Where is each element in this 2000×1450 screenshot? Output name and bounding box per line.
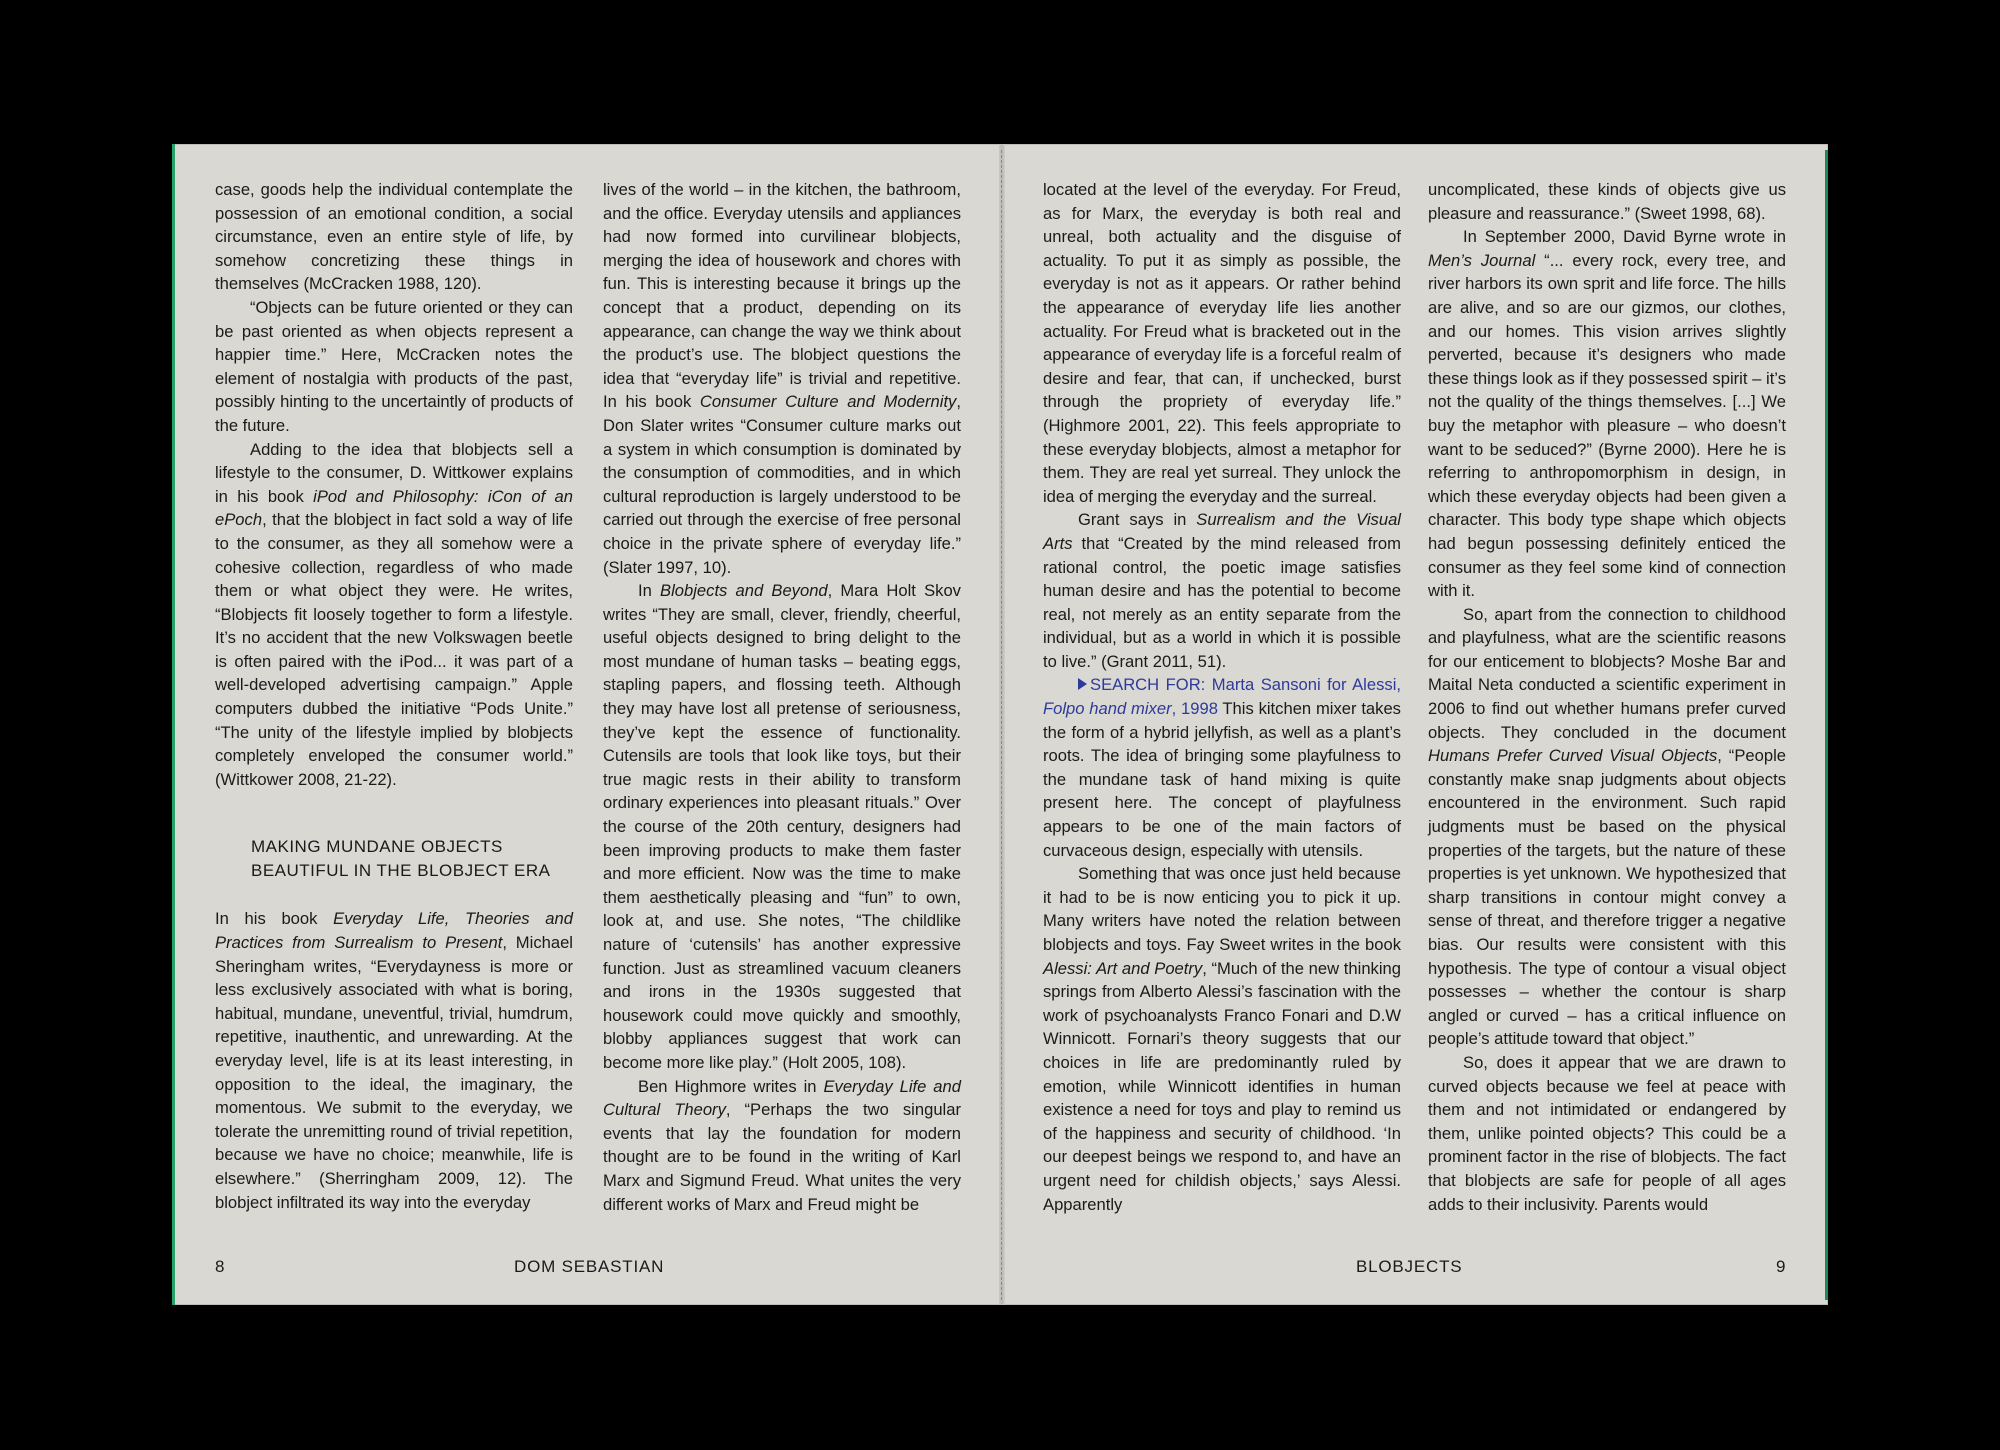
paragraph: In his book Everyday Life, Theories and Practices from Surrealism to Present, Michael Sheringham writes, “Everydayness is more or less exclusively associated with what is boring, habitual, mundane, uneventful, trivial, humdrum, repetitive, inauthentic, and unrewarding. At the everyday level, life is at its least interesting, in opposition to the ideal, the imaginary, the momentous. We submit to the everyday, we tolerate the unremitting round of trivial repetition, because we have no choice; meanwhile, life is elsewhere.” (Sherringham 2009, 12). The blobject infiltrated its way into the everyday (215, 909, 573, 1212)
book-title: Everyday Life, Theories and Practices from Surrealism to Present (215, 909, 573, 953)
paragraph: located at the level of the everyday. For Freud, as for Marx, the everyday is both real and unreal, both actuality and the disguise of actuality. To put it as simply as possible, the everyday is not as it appears. Or rather behind the appearance of everyday life lies another actuality. For Freud what is bracketed out in the appearance of everyday life is a forceful realm of desire and fear, that can, if unchecked, burst through the propriety of everyday life.” (Highmore 2001, 22). This feels appropriate to these everyday blobjects, almost a metaphor for them. They are real yet surreal. They unlock the idea of merging the everyday and the surreal. (1043, 180, 1401, 506)
book-title: Consumer Culture and Modernity (699, 392, 957, 412)
book-title: Men’s Journal (1428, 250, 1536, 270)
book-title: iPod and Philosophy: iCon of an ePoch (215, 486, 573, 530)
right-page-column-2 (1428, 178, 1786, 1216)
book-title: Humans Prefer Curved Visual Objects (1428, 746, 1718, 766)
paragraph: Grant says in Surrealism and the Visual Arts that “Created by the mind released from rational control, the poetic image satisfies human desire and has the potential to become real, not merely as an entity separate from the individual, but as a world in which it is possible to live.” (Grant 2011, 51). (1043, 510, 1401, 671)
right-page-column-1 (1043, 178, 1401, 1216)
book-title: Alessi: Art and Poetry (1043, 958, 1203, 978)
running-footer-title: BLOBJECTS (1356, 1257, 1463, 1276)
search-reference: SEARCH FOR: Marta Sansoni for Alessi, Folpo hand mixer, 1998 (1043, 675, 1401, 719)
book-title: Blobjects and Beyond (660, 581, 828, 601)
running-footer-author: DOM SEBASTIAN (514, 1257, 665, 1276)
paragraph: case, goods help the individual contemplate the possession of an emotional condition, a social circumstance, even an entire style of life, by somehow concretizing these things in themselves (McCracken 1988, 120). (215, 180, 573, 294)
play-triangle-icon (1078, 678, 1087, 690)
paragraph: Something that was once just held because it had to be is now enticing you to pick it up. Many writers have noted the relation between blobjects and toys. Fay Sweet writes in the book Alessi: Art and Poetry, “Much of the new thinking springs from Alberto Alessi’s fascination with the work of psychoanalysts Franco Fonari and D.W Winnicott. Fornari’s theory suggests that our choices in life are predominantly ruled by emotion, while Winnicott identifies in human existence a need for toys and play to remind us of the happiness and security of childhood. ‘In our deepest beings we respond to, and have an urgent need for childish objects,’ says Alessi. Apparently (1043, 864, 1401, 1214)
paragraph: Ben Highmore writes in Everyday Life and Cultural Theory, “Perhaps the two singular events that lay the foundation for modern thought are to be found in the writing of Karl Marx and Sigmund Freud. What unites the very different works of Marx and Freud might be (603, 1076, 961, 1214)
paragraph: lives of the world – in the kitchen, the bathroom, and the office. Everyday utensils and appliances had now formed into curvilinear blobjects, merging the idea of housework and chores with fun. This is interesting because it brings up the concept that a product, depending on its appearance, can change the way we think about the product’s use. The blobject questions the idea that “everyday life” is trivial and repetitive. In his book Consumer Culture and Modernity, Don Slater writes “Consumer culture marks out a system in which consumption is dominated by the consumption of commodities, and in which cultural reproduction is largely understood to be carried out through the exercise of free personal choice in the private sphere of everyday life.” (Slater 1997, 10). (603, 180, 961, 577)
page-number-left: 8 (215, 1257, 226, 1276)
paragraph: So, apart from the connection to childhood and playfulness, what are the scientific reasons for our enticement to blobjects? Moshe Bar and Maital Neta conducted a scientific experiment in 2006 to find out whether humans prefer curved objects. They concluded in the document Humans Prefer Curved Visual Objects, “People constantly make snap judgments about objects encountered in the environment. Such rapid judgments must be based on the physical properties of the targets, but the nature of these properties is yet unknown. We hypothesized that sharp transitions in contour might convey a sense of threat, and therefore trigger a negative bias. Our results were consistent with this hypothesis. The type of contour a visual object possesses – whether the contour is sharp angled or curved – has a critical influence on people’s attitude toward that object.” (1428, 604, 1786, 1049)
book-gutter (999, 144, 1005, 1305)
page-edge-right (1825, 150, 1828, 1300)
section-heading: MAKING MUNDANE OBJECTS BEAUTIFUL IN THE BLOBJECT ERA (251, 837, 551, 881)
paragraph: So, does it appear that we are drawn to curved objects because we feel at peace with them and not intimidated or endangered by them, unlike pointed objects? This could be a prominent factor in the rise of blobjects. The fact that blobjects are safe for people of all ages adds to their inclusivity. Parents would (1428, 1052, 1786, 1214)
gutter-stitch (1001, 150, 1002, 1300)
book-title: Surrealism and the Visual Arts (1043, 510, 1401, 553)
paragraph: In September 2000, David Byrne wrote in Men’s Journal “... every rock, every tree, and river harbors its own sprit and life force. The hills are alive, and so are our gizmos, our clothes, and our homes. This vision arrives slightly perverted, because it’s designers who made these things look as if they possessed spirit – it’s not the quality of the things themselves. [...] We buy the metaphor with pleasure – who doesn’t want to be seduced?” (Byrne 2000). Here he is referring to anthropomorphism in design, in which these everyday objects had been given a character. This body type shape which objects had begun possessing definitely enticed the consumer as they feel some kind of connection with it. (1428, 227, 1786, 601)
paragraph: In Blobjects and Beyond, Mara Holt Skov writes “They are small, clever, friendly, cheerful, useful objects designed to bring delight to the most mundane of human tasks – beating eggs, stapling papers, and flossing teeth. Although they may have lost all pretense of seriousness, they’ve kept the essence of functionality. Cutensils are tools that look like toys, but their true magic rests in their ability to transform ordinary experiences into pleasant rituals.” Over the course of the 20th century, designers had been improving products to make them faster and more efficient. Now was the time to make them aesthetically pleasing and “fun” to own, look at, and use. She notes, “The childlike nature of ‘cutensils’ has another expressive function. Just as streamlined vacuum cleaners and irons in the 1930s suggested that housework could move quickly and smoothly, blobby appliances suggest that work can become more like play.” (Holt 2005, 108). (603, 581, 961, 1072)
book-title: Everyday Life and Cultural Theory (603, 1076, 961, 1120)
page-number-right: 9 (1776, 1257, 1787, 1276)
left-page-column-2 (603, 178, 961, 1216)
page-edge-left (172, 144, 175, 1305)
paragraph: Adding to the idea that blobjects sell a lifestyle to the consumer, D. Wittkower explains in his book iPod and Philosophy: iCon of an ePoch, that the blobject in fact sold a way of life to the consumer, as they all somehow were a cohesive collection, regardless of who made them or what object they were. He writes, “Blobjects fit loosely together to form a lifestyle. It’s no accident that the new Volkswagen beetle is often paired with the iPod... it was part of a well-developed advertising campaign.” Apple computers dubbed the initiative “Pods Unite.” “The unity of the lifestyle implied by blobjects completely enveloped the consumer world.” (Wittkower 2008, 21-22). (215, 439, 573, 789)
paragraph: SEARCH FOR: Marta Sansoni for Alessi, Folpo hand mixer, 1998 This kitchen mixer takes the form of a hybrid jellyfish, as well as a plant’s roots. The idea of bringing some playfulness to the mundane task of hand mixing is quite present here. The concept of playfulness appears to be one of the main factors of curvaceous design, especially with utensils. (1043, 675, 1401, 860)
paragraph: “Objects can be future oriented or they can be past oriented as when objects represent a happier time.” Here, McCracken notes the element of nostalgia with products of the past, possibly hinting to the uncertaintly of products of the future. (215, 297, 573, 435)
left-page-column-1 (215, 178, 573, 1214)
paragraph: uncomplicated, these kinds of objects give us pleasure and reassurance.” (Sweet 1998, 68). (1428, 180, 1786, 223)
